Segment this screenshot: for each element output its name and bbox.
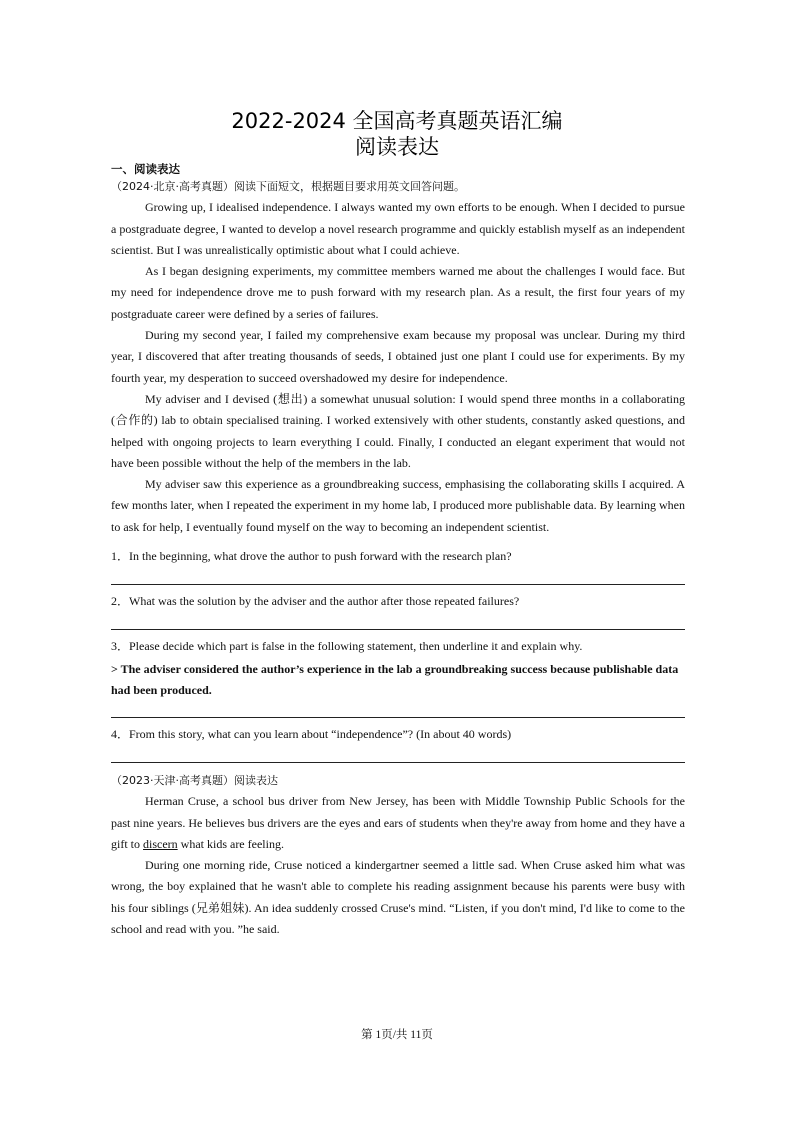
passage-1-paragraph: My adviser and I devised (想出) a somewhat unusual solution: I would spend three months in a collaborating (合作的) lab to obtain specialised training. I worked extensively with other students, constantly asked questions, and helped with ongoing projects to learn everything I could. Finally, I conducted an elegant experiment that would not have been possible without the help of the members in the lab. (111, 391, 685, 470)
question-3-statement: > The adviser considered the author’s experience in the lab a groundbreaking success because publishable data had been produced. (111, 662, 679, 697)
passage-1-source: （2024·北京·高考真题）阅读下面短文，根据题目要求用英文回答问题。 (111, 180, 465, 193)
passage-2-source: （2023·天津·高考真题）阅读表达 (111, 774, 278, 787)
answer-line-2[interactable] (111, 629, 685, 630)
passage-2 (111, 770, 685, 940)
underlined-word: discern (143, 836, 178, 851)
question-4: 4．From this story, what can you learn about “independence”? (In about 40 words) (111, 727, 512, 741)
passage-2-text: what kids are feeling. (177, 836, 284, 851)
answer-line-4[interactable] (111, 762, 685, 763)
passage-1-paragraph: My adviser saw this experience as a groundbreaking success, emphasising the collaborating skills I acquired. A few months later, when I repeated the experiment in my home lab, I produced more publishable data. By learning when to ask for help, I eventually found myself on the way to becoming an independent scientist. (111, 477, 685, 534)
passage-2-paragraph: During one morning ride, Cruse noticed a kindergartner seemed a little sad. When Cruse asked him what was wrong, the boy explained that he wasn't able to complete his reading assignment because his parents were busy with his four siblings (兄弟姐妹). An idea suddenly crossed Cruse's mind. “Listen, if you don't mind, I'd like to come to the school and read with you. ”he said. (111, 858, 685, 937)
question-3: 3．Please decide which part is false in the following statement, then underline it and explain why. (111, 639, 583, 653)
document-title: 2022-2024 全国高考真题英语汇编 (231, 109, 563, 133)
question-1: 1．In the beginning, what drove the author to push forward with the research plan? (111, 549, 512, 563)
answer-line-3[interactable] (111, 717, 685, 718)
passage-1-paragraph: During my second year, I failed my comprehensive exam because my proposal was unclear. During my third year, I discovered that after treating thousands of seeds, I obtained just one plant I could use for experiments. By my fourth year, my desperation to succeed overshadowed my desire for independence. (111, 328, 685, 385)
passage-1-paragraph: As I began designing experiments, my committee members warned me about the challenges I would face. But my need for independence drove me to push forward with my research plan. As a result, the first four years of my postgraduate career were defined by a series of failures. (111, 264, 685, 321)
page-footer: 第 1页/共 11页 (361, 1029, 433, 1041)
question-2: 2．What was the solution by the adviser and the author after those repeated failures? (111, 594, 520, 608)
passage-1-paragraph: Growing up, I idealised independence. I always wanted my own efforts to be enough. When I decided to pursue a postgraduate degree, I wanted to develop a novel research programme and quickly establish myself as an independent scientist. But I was unrealistically optimistic about what I could achieve. (111, 200, 685, 257)
document-subtitle: 阅读表达 (355, 135, 439, 159)
section-heading: 一、阅读表达 (111, 162, 180, 176)
passage-1 (111, 176, 685, 538)
passage-2-paragraph (111, 791, 685, 855)
passage-2-text: Herman Cruse, a school bus driver from New Jersey, has been with Middle Township Public Schools for the past nine years. He believes bus drivers are the eyes and ears of students when they're away from home and they have a gift to (111, 794, 685, 851)
answer-line-1[interactable] (111, 584, 685, 585)
